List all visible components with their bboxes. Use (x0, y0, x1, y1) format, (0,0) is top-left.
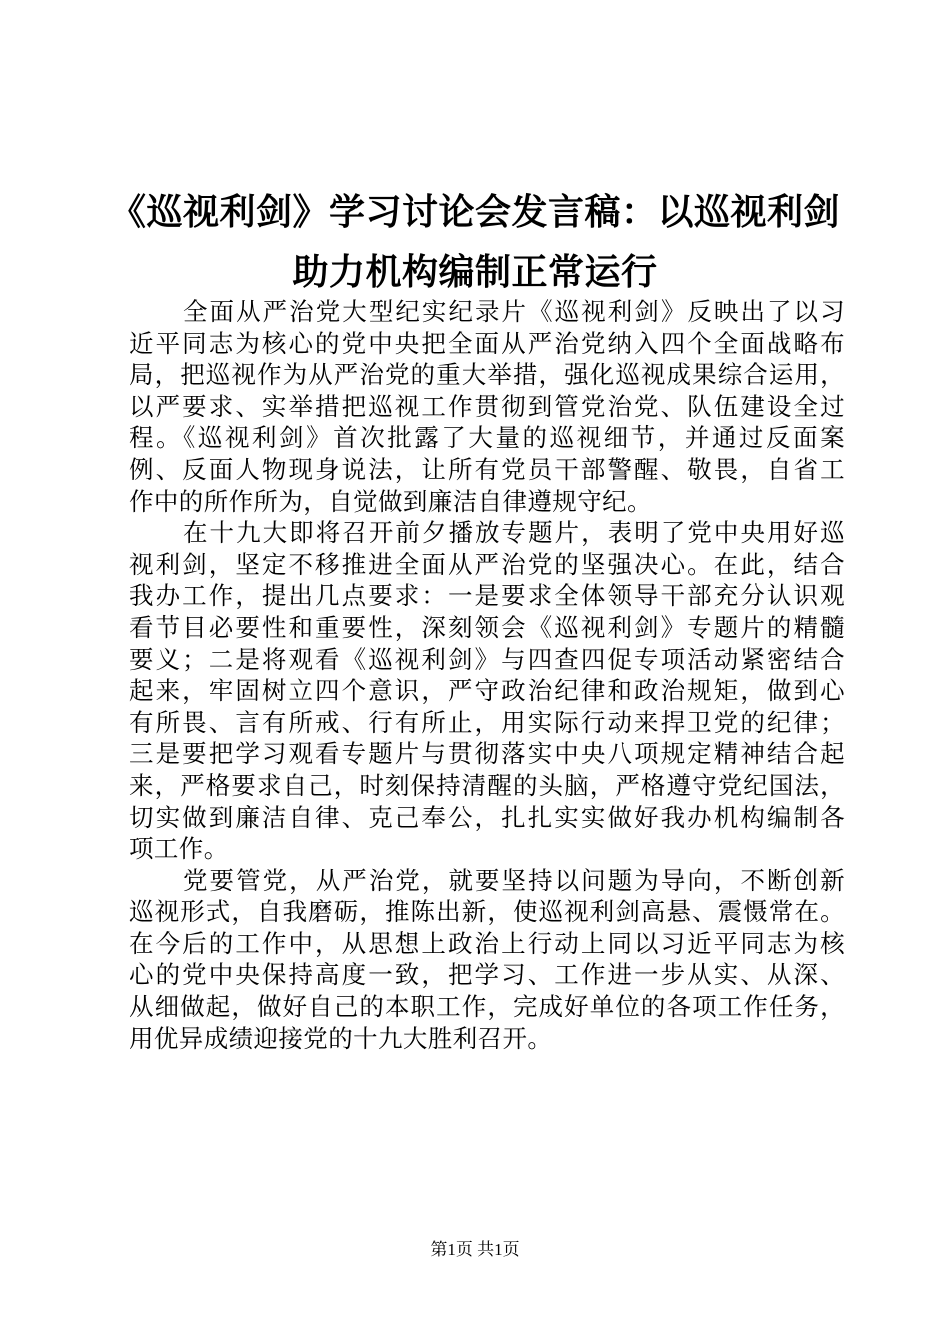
paragraph (129, 517, 845, 865)
paragraph-line: 来，严格要求自己，时刻保持清醒的头脑，严格遵守党纪国法， (129, 770, 845, 800)
title-line: 助力机构编制正常运行 (292, 251, 658, 293)
paragraph-line: 项工作。 (129, 834, 229, 864)
paragraph-line: 用优异成绩迎接党的十九大胜利召开。 (129, 1023, 553, 1053)
paragraph (129, 865, 845, 1055)
document-body (129, 296, 845, 1054)
title-line: 《巡视利剑》学习讨论会发言稿：以巡视利剑 (109, 191, 840, 233)
paragraph-line: 在十九大即将召开前夕播放专题片，表明了党中央用好巡 (183, 518, 845, 548)
paragraph-line: 例、反面人物现身说法，让所有党员干部警醒、敬畏，自省工 (129, 454, 845, 484)
paragraph-line: 在今后的工作中，从思想上政治上行动上同以习近平同志为核 (129, 928, 845, 958)
paragraph-line: 以严要求、实举措把巡视工作贯彻到管党治党、队伍建设全过 (129, 391, 845, 421)
paragraph-line: 看节目必要性和重要性，深刻领会《巡视利剑》专题片的精髓 (129, 612, 845, 642)
paragraph-line: 局，把巡视作为从严治党的重大举措，强化巡视成果综合运用， (129, 360, 845, 390)
paragraph-line: 视利剑，坚定不移推进全面从严治党的坚强决心。在此，结合 (129, 549, 845, 579)
paragraph-line: 作中的所作所为，自觉做到廉洁自律遵规守纪。 (129, 486, 652, 516)
paragraph-line: 要义；二是将观看《巡视利剑》与四查四促专项活动紧密结合 (129, 644, 845, 674)
paragraph-line: 三是要把学习观看专题片与贯彻落实中央八项规定精神结合起 (129, 739, 845, 769)
paragraph-line: 切实做到廉洁自律、克己奉公，扎扎实实做好我办机构编制各 (129, 802, 845, 832)
paragraph-line: 我办工作，提出几点要求：一是要求全体领导干部充分认识观 (129, 581, 845, 611)
paragraph-line: 起来，牢固树立四个意识，严守政治纪律和政治规矩，做到心 (129, 676, 845, 706)
document-title (100, 182, 850, 302)
paragraph-line: 党要管党，从严治党，就要坚持以问题为导向，不断创新 (183, 865, 845, 895)
paragraph-line: 有所畏、言有所戒、行有所止，用实际行动来捍卫党的纪律； (129, 707, 845, 737)
paragraph-line: 程。《巡视利剑》首次批露了大量的巡视细节，并通过反面案 (129, 423, 845, 453)
paragraph-line: 心的党中央保持高度一致，把学习、工作进一步从实、从深、 (129, 960, 845, 990)
paragraph-line: 全面从严治党大型纪实纪录片《巡视利剑》反映出了以习 (183, 297, 845, 326)
paragraph-line: 从细做起，做好自己的本职工作，完成好单位的各项工作任务， (129, 992, 845, 1022)
paragraph-line: 近平同志为核心的党中央把全面从严治党纳入四个全面战略布 (129, 328, 845, 358)
paragraph (129, 296, 845, 517)
page-number-footer: 第1页 共1页 (430, 1240, 520, 1259)
paragraph-line: 巡视形式，自我磨砺，推陈出新，使巡视利剑高悬、震慑常在。 (129, 897, 845, 927)
